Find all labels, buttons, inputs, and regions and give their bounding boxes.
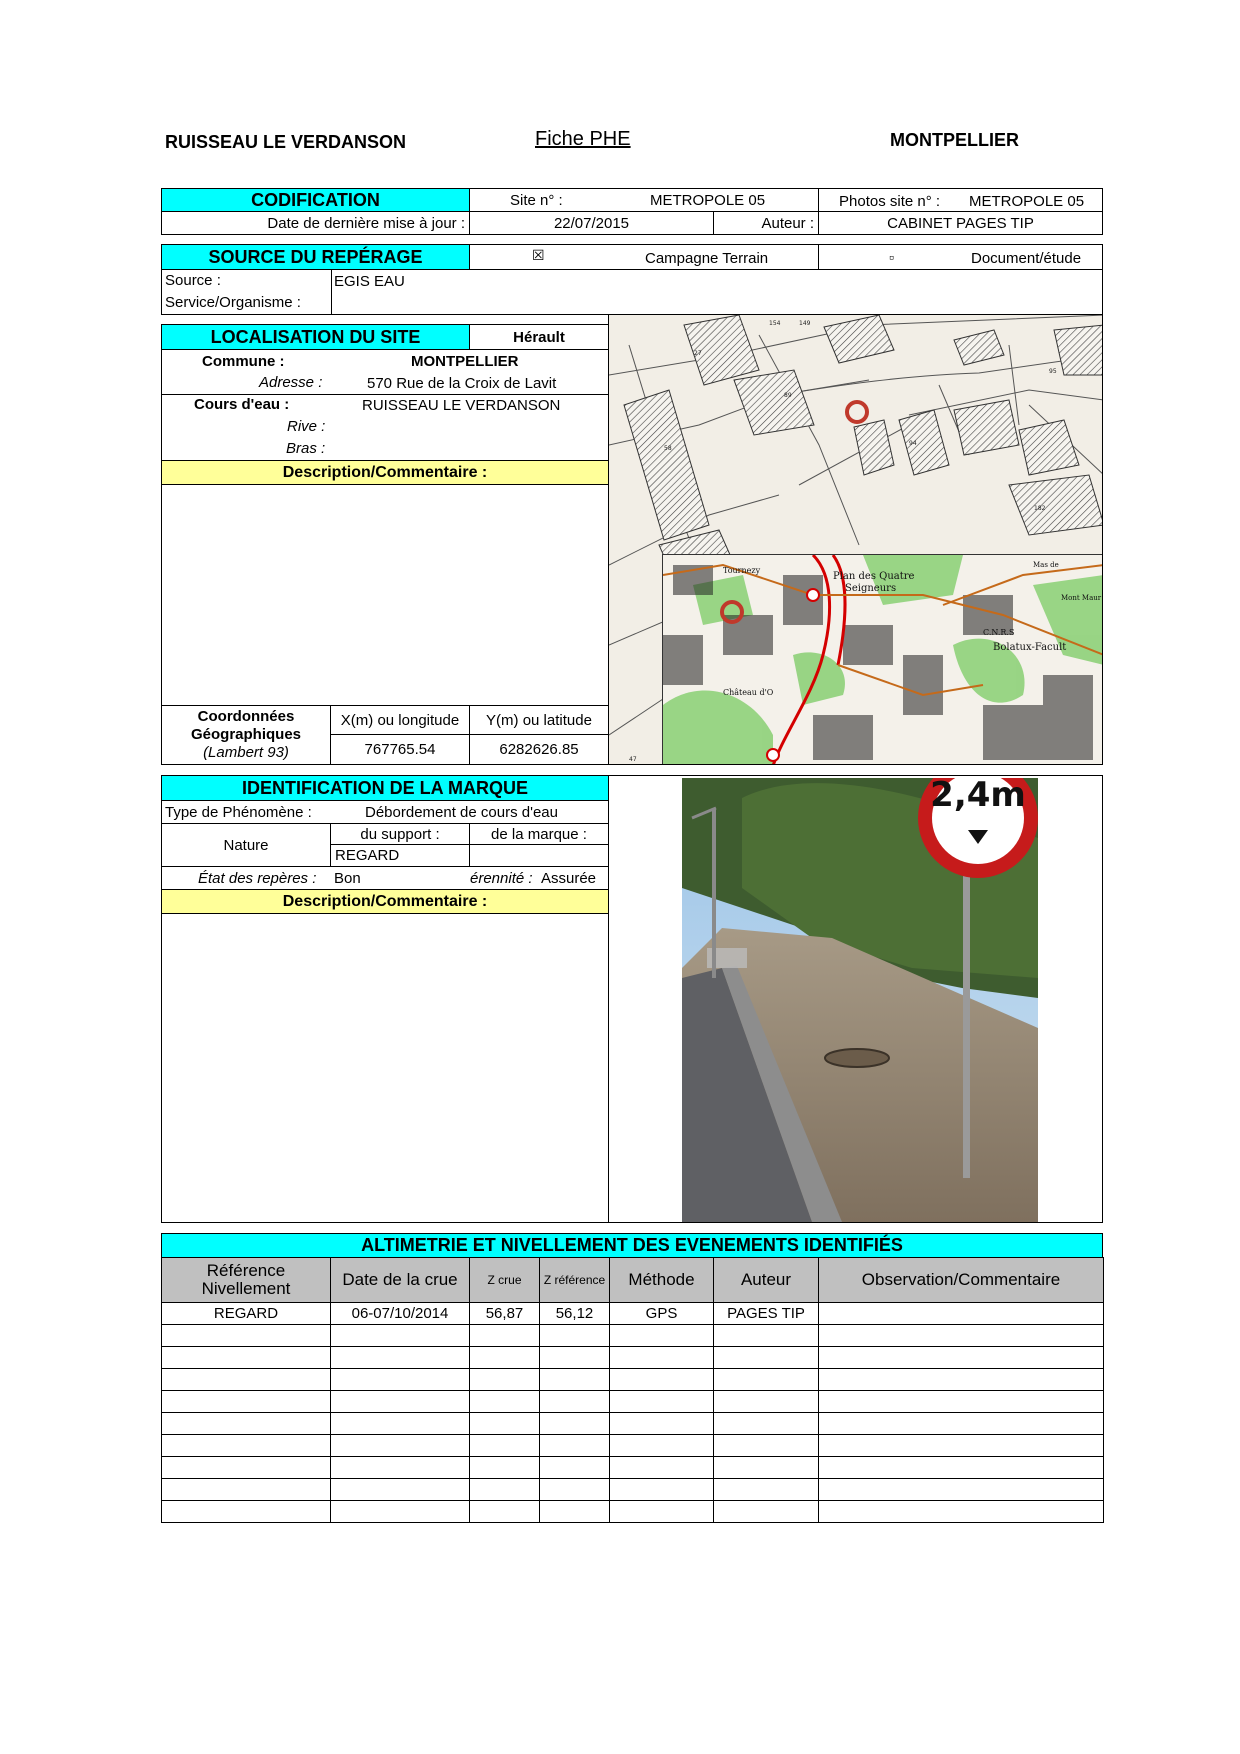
sign-text: 2,4m <box>930 778 1026 815</box>
table-cell <box>818 1324 1104 1347</box>
parcel-label: 94 <box>909 440 917 447</box>
altimetrie-title: ALTIMETRIE ET NIVELLEMENT DES EVENEMENTS IDENTIFIÉS <box>161 1233 1103 1258</box>
coord-label-line1: Coordonnées <box>197 708 295 725</box>
parcel-label: 89 <box>784 392 792 399</box>
document-checkbox[interactable]: ▫ <box>889 249 894 265</box>
table-cell <box>818 1302 1104 1325</box>
row-divider <box>162 394 609 395</box>
table-cell <box>330 1346 470 1369</box>
site-cell <box>469 188 819 212</box>
x-value: 767765.54 <box>330 734 470 765</box>
auteur-label: Auteur : <box>713 211 819 235</box>
table-cell <box>609 1456 714 1479</box>
table-cell <box>609 1500 714 1523</box>
topo-map-inset <box>662 554 1103 765</box>
table-cell <box>469 1412 540 1435</box>
table-cell <box>539 1478 610 1501</box>
table-cell <box>609 1434 714 1457</box>
table-cell <box>818 1478 1104 1501</box>
support-value: REGARD <box>330 844 470 867</box>
table-cell <box>161 1434 331 1457</box>
y-value: 6282626.85 <box>469 734 609 765</box>
table-cell <box>539 1456 610 1479</box>
adresse-label: Adresse : <box>259 374 323 391</box>
source-label: Source : <box>165 272 221 289</box>
table-cell <box>469 1324 540 1347</box>
table-cell <box>161 1412 331 1435</box>
table-cell <box>713 1456 819 1479</box>
commune-value: MONTPELLIER <box>411 353 519 370</box>
table-cell: PAGES TIP <box>713 1302 819 1325</box>
campagne-checkbox[interactable]: ☒ <box>532 247 545 263</box>
topo-label: Tournezy <box>723 566 761 575</box>
parcel-label: 47 <box>629 756 637 763</box>
table-cell <box>330 1500 470 1523</box>
table-cell <box>539 1324 610 1347</box>
table-cell <box>713 1434 819 1457</box>
column-header: Référence Nivellement <box>161 1257 331 1303</box>
table-cell <box>539 1434 610 1457</box>
table-cell <box>161 1346 331 1369</box>
photos-label: Photos site n° : <box>839 193 941 210</box>
table-cell <box>161 1390 331 1413</box>
manhole-regard <box>825 1049 889 1067</box>
table-cell: 56,87 <box>469 1302 540 1325</box>
table-cell <box>609 1412 714 1435</box>
photos-cell <box>818 188 1103 212</box>
coord-label <box>161 705 331 765</box>
identification-desc-title: Description/Commentaire : <box>161 889 609 914</box>
table-cell <box>818 1390 1104 1413</box>
cours-label: Cours d'eau : <box>194 396 290 413</box>
etat-row <box>161 866 609 890</box>
site-value: METROPOLE 05 <box>650 192 766 209</box>
column-header: Observation/Commentaire <box>818 1257 1104 1303</box>
table-cell <box>330 1390 470 1413</box>
table-cell: 56,12 <box>539 1302 610 1325</box>
table-cell <box>469 1500 540 1523</box>
codification-title: CODIFICATION <box>161 188 470 212</box>
table-cell <box>609 1390 714 1413</box>
table-cell <box>609 1368 714 1391</box>
identification-title: IDENTIFICATION DE LA MARQUE <box>161 775 609 801</box>
table-cell: REGARD <box>161 1302 331 1325</box>
document-cell <box>818 244 1103 270</box>
table-cell <box>713 1412 819 1435</box>
etat-label: État des repères : <box>198 870 317 887</box>
campagne-label: Campagne Terrain <box>645 250 769 267</box>
header-city: MONTPELLIER <box>890 130 1019 150</box>
table-cell <box>330 1456 470 1479</box>
topo-label: Mont Maur <box>1061 594 1102 602</box>
date-value: 22/07/2015 <box>469 211 714 235</box>
photo-panel <box>608 775 1103 1223</box>
commune-label: Commune : <box>202 353 285 370</box>
parcel-label: 154 <box>769 320 781 327</box>
sign-pole <box>963 848 970 1178</box>
coord-label-line2: Géographiques <box>190 726 302 743</box>
parcel-label: 95 <box>1049 368 1057 375</box>
topo-label: C.N.R.S <box>983 628 1015 637</box>
table-cell <box>161 1500 331 1523</box>
table-cell: 06-07/10/2014 <box>330 1302 470 1325</box>
coord-label-line3: (Lambert 93) <box>203 744 289 761</box>
site-label: Site n° : <box>510 192 563 209</box>
table-cell <box>539 1346 610 1369</box>
perennite-label: érennité : <box>470 870 533 887</box>
table-cell <box>539 1500 610 1523</box>
localisation-desc-area[interactable] <box>161 484 609 706</box>
parcel-label: 149 <box>799 320 811 327</box>
photos-value: METROPOLE 05 <box>969 193 1085 210</box>
street-lamp-pole <box>712 808 716 978</box>
roundabout-icon <box>767 749 779 761</box>
source-title: SOURCE DU REPÉRAGE <box>161 244 470 270</box>
identification-desc-area[interactable] <box>161 913 609 1223</box>
perennite-value: Assurée <box>541 870 597 887</box>
table-cell <box>818 1456 1104 1479</box>
x-label: X(m) ou longitude <box>330 705 470 735</box>
topo-label: Château d'O <box>723 688 774 697</box>
table-cell <box>161 1324 331 1347</box>
type-value: Débordement de cours d'eau <box>365 804 558 821</box>
column-header: Date de la crue <box>330 1257 470 1303</box>
topo-map-svg <box>663 555 1103 765</box>
table-cell <box>330 1368 470 1391</box>
document-label: Document/étude <box>971 250 1082 267</box>
auteur-value: CABINET PAGES TIP <box>818 211 1103 235</box>
header-form-title: Fiche PHE <box>535 128 631 150</box>
source-body <box>161 269 1103 315</box>
y-label: Y(m) ou latitude <box>469 705 609 735</box>
topo-label: Mas de <box>1033 561 1059 569</box>
localisation-title: LOCALISATION DU SITE <box>161 324 470 350</box>
header-river: RUISSEAU LE VERDANSON <box>165 132 407 152</box>
table-cell: GPS <box>609 1302 714 1325</box>
rive-label: Rive : <box>287 418 326 435</box>
table-cell <box>713 1478 819 1501</box>
dept-value: Hérault <box>469 324 609 350</box>
column-header: Auteur <box>713 1257 819 1303</box>
type-label: Type de Phénomène : <box>165 804 312 821</box>
table-cell <box>539 1368 610 1391</box>
table-cell <box>818 1368 1104 1391</box>
table-cell <box>469 1390 540 1413</box>
table-cell <box>713 1390 819 1413</box>
type-row <box>161 800 609 824</box>
column-header: Z crue <box>469 1257 540 1303</box>
marque-label: de la marque : <box>469 823 609 845</box>
table-cell <box>330 1478 470 1501</box>
nature-label: Nature <box>161 823 331 867</box>
table-cell <box>818 1346 1104 1369</box>
table-cell <box>469 1368 540 1391</box>
support-label: du support : <box>330 823 470 845</box>
topo-label: Bolatux-Facult <box>993 642 1067 653</box>
column-header: Méthode <box>609 1257 714 1303</box>
marque-value <box>469 844 609 867</box>
topo-label: Seigneurs <box>845 583 897 594</box>
table-cell <box>161 1368 331 1391</box>
cadastral-map <box>608 314 1103 765</box>
site-photo <box>682 778 1038 1222</box>
table-cell <box>713 1346 819 1369</box>
localisation-desc-title: Description/Commentaire : <box>161 460 609 485</box>
table-cell <box>330 1324 470 1347</box>
source-value: EGIS EAU <box>334 273 405 290</box>
table-cell <box>330 1412 470 1435</box>
date-label: Date de dernière mise à jour : <box>161 211 470 235</box>
site-photo-svg <box>682 778 1038 1222</box>
table-cell <box>713 1500 819 1523</box>
cours-value: RUISSEAU LE VERDANSON <box>362 397 561 414</box>
divider <box>331 270 332 314</box>
table-cell <box>713 1324 819 1347</box>
bras-label: Bras : <box>286 440 326 457</box>
service-label: Service/Organisme : <box>165 294 301 311</box>
table-cell <box>330 1434 470 1457</box>
localisation-body <box>161 349 609 461</box>
column-header: Z référence <box>539 1257 610 1303</box>
parcel-label: 58 <box>664 445 672 452</box>
table-cell <box>609 1478 714 1501</box>
table-cell <box>609 1324 714 1347</box>
campagne-cell <box>469 244 819 270</box>
table-cell <box>818 1500 1104 1523</box>
parcel-label: 27 <box>694 350 702 357</box>
table-cell <box>161 1456 331 1479</box>
table-cell <box>469 1346 540 1369</box>
table-cell <box>609 1346 714 1369</box>
table-cell <box>469 1434 540 1457</box>
table-cell <box>539 1390 610 1413</box>
table-cell <box>818 1412 1104 1435</box>
table-cell <box>539 1412 610 1435</box>
roundabout-icon <box>807 589 819 601</box>
etat-value: Bon <box>334 870 361 887</box>
table-cell <box>818 1434 1104 1457</box>
table-cell <box>469 1456 540 1479</box>
table-cell <box>469 1478 540 1501</box>
parcel-label: 182 <box>1034 505 1046 512</box>
table-cell <box>161 1478 331 1501</box>
adresse-value: 570 Rue de la Croix de Lavit <box>367 375 557 392</box>
site-marker-icon <box>847 402 867 422</box>
table-cell <box>713 1368 819 1391</box>
topo-label: Plan des Quatre <box>833 571 915 582</box>
